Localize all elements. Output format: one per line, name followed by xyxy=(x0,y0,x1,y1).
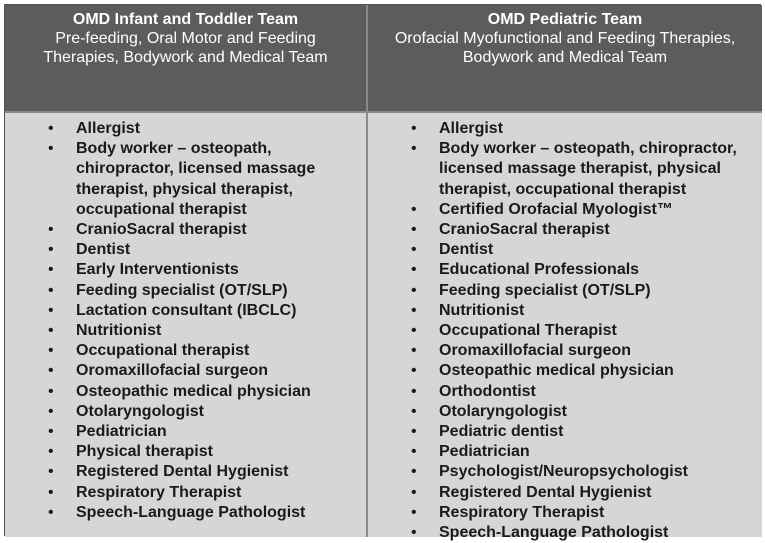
list-item: • Occupational Therapist xyxy=(368,321,754,341)
team-comparison-table xyxy=(4,4,761,542)
list-item: • Body worker – osteopath, chiropractor, licensed massage therapist, physical therapist, occupational therapist xyxy=(5,139,358,220)
list-item: • Nutritionist xyxy=(368,301,754,321)
list-item: • Certified Orofacial Myologist™ xyxy=(368,200,754,220)
list-item: • Pediatrician xyxy=(368,442,754,462)
list-item: • Otolaryngologist xyxy=(5,402,358,422)
list-item: • Osteopathic medical physician xyxy=(5,382,358,402)
list-item: • Orthodontist xyxy=(368,382,754,402)
list-item: • CranioSacral therapist xyxy=(368,220,754,240)
list-item: • Physical therapist xyxy=(5,442,358,462)
list-item: • Body worker – osteopath, chiropractor, licensed massage therapist, physical therapist, occupational therapist xyxy=(368,139,754,200)
list-item: • Registered Dental Hygienist xyxy=(368,483,754,503)
pediatric-team-list xyxy=(368,113,762,543)
list-item: • Lactation consultant (IBCLC) xyxy=(5,301,358,321)
infant-toddler-team-cell xyxy=(5,111,368,537)
list-item: • Nutritionist xyxy=(5,321,358,341)
list-item: • Educational Professionals xyxy=(368,260,754,280)
list-item: • Oromaxillofacial surgeon xyxy=(5,361,358,381)
pediatric-team-title: OMD Pediatric Team xyxy=(487,11,643,28)
list-item: • Respiratory Therapist xyxy=(368,503,754,523)
list-item: • Dentist xyxy=(5,240,358,260)
list-item: • Feeding specialist (OT/SLP) xyxy=(5,281,358,301)
list-item: • CranioSacral therapist xyxy=(5,220,358,240)
list-item: • Psychologist/Neuropsychologist xyxy=(368,462,754,482)
infant-toddler-team-header xyxy=(5,5,368,111)
list-item: • Respiratory Therapist xyxy=(5,483,358,503)
infant-toddler-team-subtitle: Pre-feeding, Oral Motor and Feeding Therapies, Bodywork and Medical Team xyxy=(43,30,328,66)
list-item: • Speech-Language Pathologist xyxy=(5,503,358,523)
list-item: • Registered Dental Hygienist xyxy=(5,462,358,482)
list-item: • Dentist xyxy=(368,240,754,260)
list-item: • Osteopathic medical physician xyxy=(368,361,754,381)
infant-toddler-team-title: OMD Infant and Toddler Team xyxy=(72,11,299,28)
list-item: • Allergist xyxy=(368,119,754,139)
list-item: • Allergist xyxy=(5,119,358,139)
infant-toddler-team-list xyxy=(5,113,366,523)
list-item: • Feeding specialist (OT/SLP) xyxy=(368,281,754,301)
pediatric-team-cell xyxy=(368,111,762,542)
pediatric-team-header xyxy=(368,5,762,111)
list-item: • Pediatrician xyxy=(5,422,358,442)
pediatric-team-subtitle: Orofacial Myofunctional and Feeding Therapies, Bodywork and Medical Team xyxy=(394,30,736,66)
list-item: • Oromaxillofacial surgeon xyxy=(368,341,754,361)
list-item: • Occupational therapist xyxy=(5,341,358,361)
list-item: • Otolaryngologist xyxy=(368,402,754,422)
list-item: • Pediatric dentist xyxy=(368,422,754,442)
list-item: • Early Interventionists xyxy=(5,260,358,280)
list-item: • Speech-Language Pathologist xyxy=(368,523,754,543)
